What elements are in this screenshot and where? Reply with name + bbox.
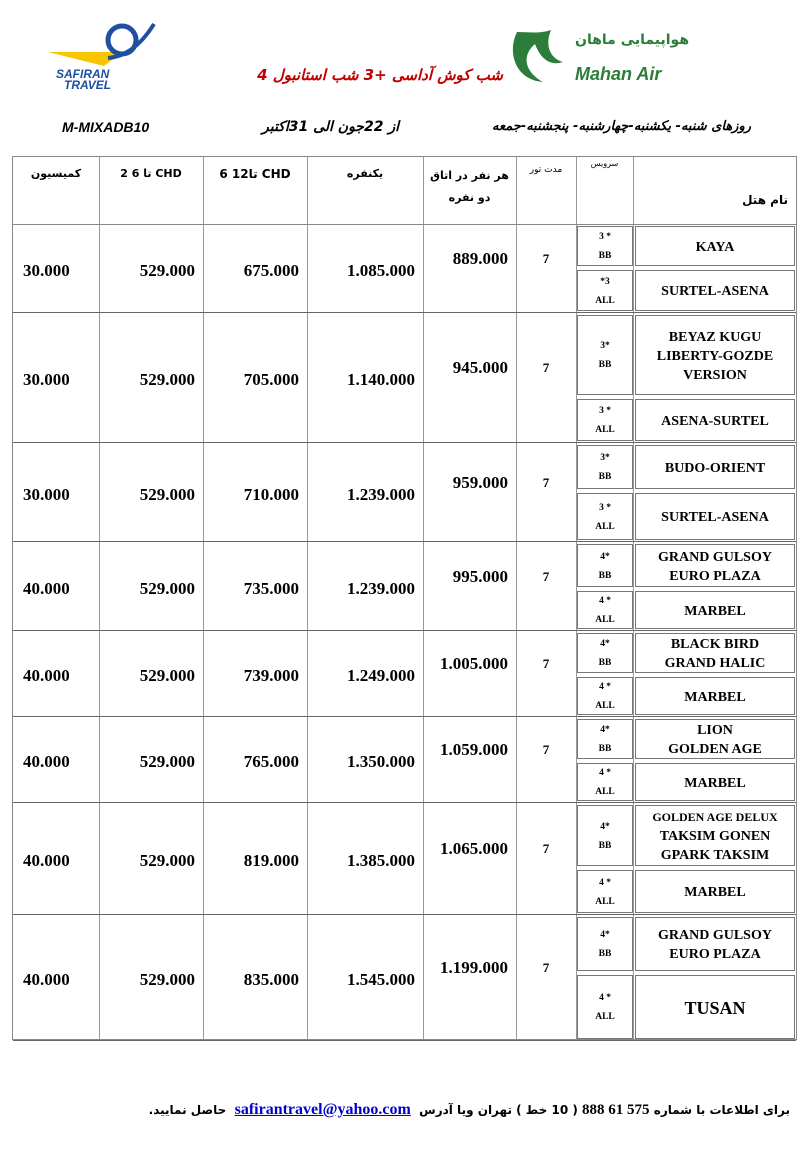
hotel-box <box>635 544 795 587</box>
service-box <box>577 763 633 801</box>
hotel-box <box>635 719 795 759</box>
cell-chd-6-12: 739.000 <box>243 666 299 685</box>
service-box <box>577 917 633 971</box>
tour-code: M-MIXADB10 <box>62 119 150 135</box>
service-board: BB <box>598 744 612 754</box>
hotel-name: KAYA <box>695 239 735 255</box>
cell-single: 1.385.000 <box>347 851 415 870</box>
col-header-single: یکنفره <box>346 167 384 180</box>
cell-chd-2-6: 529.000 <box>139 851 195 870</box>
table-row-group <box>13 542 796 631</box>
service-board: BB <box>598 251 612 261</box>
col-header-chd-2-6: 2 تا 6 CHD <box>120 167 182 180</box>
hotel-box <box>635 805 795 866</box>
hotel-name: LIBERTY-GOZDE <box>656 348 774 364</box>
cell-duration: 7 <box>542 656 550 671</box>
service-stars: 3 * <box>599 232 611 242</box>
hotel-box <box>635 493 795 540</box>
cell-duration: 7 <box>542 360 550 375</box>
service-box <box>577 677 633 715</box>
table-row-group <box>13 313 796 443</box>
service-board: BB <box>598 658 612 668</box>
cell-commission: 30.000 <box>23 370 70 389</box>
page-title: 4 شب کوش آداسی +3 شب استانبول <box>257 66 503 84</box>
service-box <box>577 493 633 540</box>
service-board: ALL <box>595 425 615 435</box>
col-header-hotel: نام هتل <box>742 193 788 207</box>
service-box <box>577 633 633 673</box>
cell-commission: 40.000 <box>23 666 70 685</box>
hotel-name: BUDO-ORIENT <box>664 460 766 476</box>
service-stars: 4* <box>600 930 610 940</box>
cell-chd-6-12: 819.000 <box>243 851 299 870</box>
cell-double: 1.005.000 <box>440 654 508 673</box>
hotel-box <box>635 399 795 441</box>
cell-double: 889.000 <box>452 248 508 268</box>
col-header-duration: مدت تور <box>529 165 563 175</box>
hotel-name: GOLDEN AGE DELUX <box>652 810 778 824</box>
hotel-box <box>635 975 795 1039</box>
cell-double: 1.065.000 <box>440 839 508 858</box>
hotel-name: GRAND GULSOY <box>658 549 772 565</box>
service-box <box>577 315 633 395</box>
hotel-name: GPARK TAKSIM <box>660 848 770 863</box>
hotel-name: TUSAN <box>684 997 746 1018</box>
cell-double: 995.000 <box>452 566 508 586</box>
hotel-box <box>635 633 795 673</box>
safiran-line2: TRAVEL <box>64 78 112 90</box>
cell-chd-6-12: 710.000 <box>243 484 299 504</box>
table-row-group <box>13 224 796 313</box>
cell-single: 1.239.000 <box>347 578 415 598</box>
service-board: ALL <box>595 1012 615 1022</box>
contact-footer <box>90 1101 790 1119</box>
cell-double: 945.000 <box>452 358 508 377</box>
hotel-name: MARBEL <box>684 885 746 900</box>
hotel-box <box>635 270 795 311</box>
hotel-name: SURTEL-ASENA <box>661 510 769 525</box>
departure-days: روزهای شنبه- یکشنبه-چهارشنبه- پنجشنبه-جمعه <box>492 119 752 134</box>
service-box <box>577 399 633 441</box>
cell-duration: 7 <box>542 474 550 490</box>
footer-mid: تهران ویا آدرس <box>419 1103 512 1117</box>
cell-commission: 40.000 <box>23 970 70 989</box>
hotel-box <box>635 315 795 395</box>
cell-chd-6-12: 735.000 <box>243 578 299 598</box>
cell-commission: 30.000 <box>23 484 70 504</box>
cell-duration: 7 <box>542 250 550 266</box>
service-stars: 4 * <box>599 682 611 692</box>
hotel-name: TAKSIM GONEN <box>659 829 771 844</box>
mahan-english-name: Mahan Air <box>575 64 662 84</box>
col-header-service: سرویس <box>590 159 619 168</box>
cell-single: 1.350.000 <box>347 752 415 771</box>
cell-double: 1.059.000 <box>440 740 508 759</box>
footer-lines: ( 10 خط ) <box>516 1103 578 1117</box>
service-board: ALL <box>595 896 615 907</box>
hotel-name: GRAND HALIC <box>664 656 766 671</box>
cell-single: 1.249.000 <box>347 666 415 685</box>
table-row-group <box>13 803 796 915</box>
hotel-name: EURO PLAZA <box>669 947 761 962</box>
footer-email-link[interactable]: safirantravel@yahoo.com <box>234 1101 411 1118</box>
hotel-box <box>635 591 795 629</box>
cell-chd-6-12: 705.000 <box>243 370 299 389</box>
service-box <box>577 544 633 587</box>
hotel-name: MARBEL <box>684 689 746 705</box>
safiran-line1: SAFIRAN <box>56 67 110 81</box>
hotel-name: GOLDEN AGE <box>668 742 762 757</box>
footer-prefix: برای اطلاعات با شماره <box>653 1103 790 1117</box>
service-stars: 4* <box>600 551 610 562</box>
service-board: ALL <box>595 295 615 306</box>
cell-single: 1.085.000 <box>347 260 415 280</box>
hotel-box <box>635 445 795 489</box>
service-stars: 3* <box>600 341 610 351</box>
service-box <box>577 591 633 629</box>
col-header-double-line2: دو نفره <box>448 191 491 204</box>
hotel-box <box>635 870 795 913</box>
hotel-name: EURO PLAZA <box>669 568 761 584</box>
service-stars: 3 * <box>599 406 611 416</box>
cell-chd-2-6: 529.000 <box>139 484 195 504</box>
service-board: BB <box>598 949 612 959</box>
service-stars: 4* <box>600 821 610 832</box>
safiran-travel-logo <box>44 18 164 90</box>
service-board: ALL <box>595 787 615 797</box>
cell-chd-2-6: 529.000 <box>139 370 195 389</box>
service-box <box>577 719 633 759</box>
service-stars: 4 * <box>599 768 611 778</box>
cell-single: 1.545.000 <box>347 970 415 989</box>
cell-chd-2-6: 529.000 <box>139 260 195 280</box>
hotel-name: BLACK BIRD <box>670 637 760 652</box>
service-box <box>577 975 633 1039</box>
footer-suffix: حاصل نمایید. <box>148 1103 227 1117</box>
hotel-name: ASENA-SURTEL <box>661 413 769 429</box>
service-board: ALL <box>595 701 615 711</box>
price-table <box>12 156 797 1040</box>
service-board: ALL <box>595 521 615 532</box>
service-stars: 4* <box>600 725 610 735</box>
service-box <box>577 870 633 913</box>
service-stars: 4 * <box>599 993 611 1003</box>
cell-duration: 7 <box>542 742 550 757</box>
mahan-persian-name: هواپیمایی ماهان <box>575 32 690 48</box>
cell-double: 1.199.000 <box>440 958 508 977</box>
hotel-box <box>635 226 795 266</box>
cell-chd-2-6: 529.000 <box>139 752 195 771</box>
cell-single: 1.239.000 <box>347 484 415 504</box>
table-row-group <box>13 915 796 1041</box>
service-stars: 4 * <box>599 596 611 606</box>
service-board: BB <box>598 360 612 370</box>
col-header-commission: کمیسیون <box>30 167 82 180</box>
service-board: BB <box>598 840 612 851</box>
service-box <box>577 805 633 866</box>
service-stars: 4 * <box>599 877 611 888</box>
table-row-group <box>13 631 796 717</box>
mahan-air-logo <box>505 22 690 90</box>
tour-dates: از 22جون الی 31اکتبر <box>262 119 399 135</box>
service-stars: 3 * <box>599 502 611 513</box>
col-header-chd-6-12: 6 تا12 CHD <box>219 167 291 181</box>
service-board: BB <box>598 570 612 581</box>
hotel-box <box>635 763 795 801</box>
cell-chd-6-12: 835.000 <box>243 970 299 989</box>
cell-commission: 40.000 <box>23 578 70 598</box>
service-stars: 4* <box>600 639 610 649</box>
hotel-box <box>635 677 795 715</box>
hotel-name: GRAND GULSOY <box>658 928 772 943</box>
footer-phone[interactable]: 575 61 888 <box>582 1102 650 1118</box>
cell-commission: 40.000 <box>23 752 70 771</box>
hotel-name: MARBEL <box>684 603 746 619</box>
hotel-name: LION <box>697 723 733 738</box>
cell-commission: 40.000 <box>23 851 70 870</box>
table-row-group <box>13 717 796 803</box>
service-box <box>577 445 633 489</box>
hotel-name: VERSION <box>683 367 747 383</box>
cell-single: 1.140.000 <box>347 370 415 389</box>
cell-chd-6-12: 675.000 <box>243 260 299 280</box>
service-stars: 3* <box>600 453 610 463</box>
cell-chd-6-12: 765.000 <box>243 752 299 771</box>
cell-commission: 30.000 <box>23 260 70 280</box>
cell-duration: 7 <box>542 568 550 584</box>
col-header-double-line1: هر نفر در اتاق <box>430 169 509 182</box>
service-box <box>577 226 633 266</box>
cell-chd-2-6: 529.000 <box>139 666 195 685</box>
col-header-double <box>423 165 516 209</box>
hotel-name: MARBEL <box>684 775 746 791</box>
cell-double: 959.000 <box>452 472 508 492</box>
service-box <box>577 270 633 311</box>
hotel-box <box>635 917 795 971</box>
cell-duration: 7 <box>542 841 550 856</box>
table-row-group <box>13 443 796 542</box>
service-board: BB <box>598 472 612 482</box>
cell-chd-2-6: 529.000 <box>139 578 195 598</box>
service-board: ALL <box>595 615 615 625</box>
hotel-name: SURTEL-ASENA <box>661 284 769 299</box>
service-stars: *3 <box>600 276 610 287</box>
cell-duration: 7 <box>542 960 550 975</box>
hotel-name: BEYAZ KUGU <box>668 329 762 345</box>
cell-chd-2-6: 529.000 <box>139 970 195 989</box>
